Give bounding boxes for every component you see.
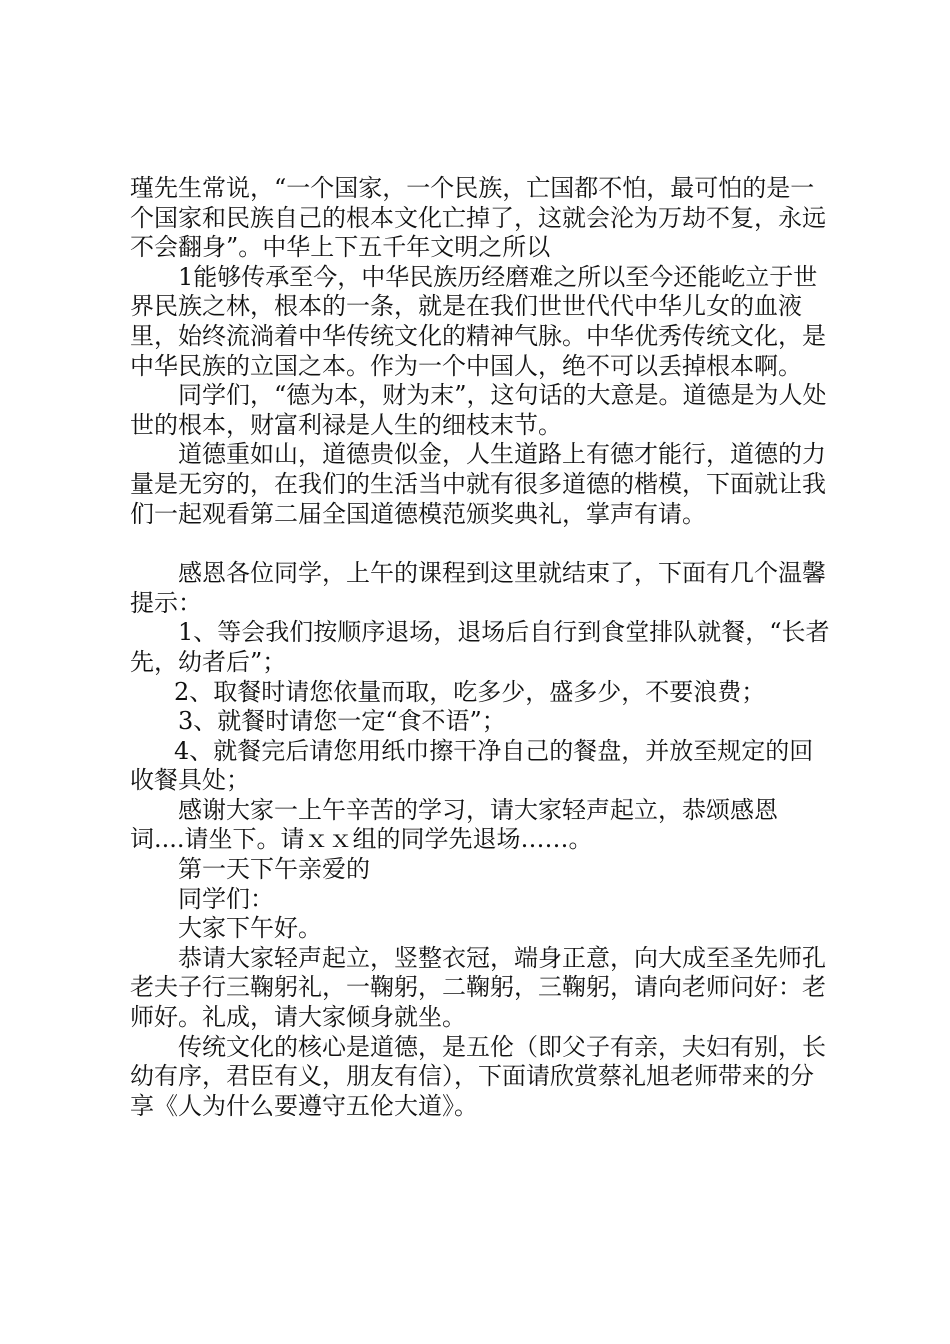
paragraph-4: 道德重如山，道德贵似金，人生道路上有德才能行，道德的力量是无穷的，在我们的生活当中就有很多道德的楷模，下面就让我们一起观看第二届全国道德模范颁奖典礼，掌声有请。 bbox=[130, 440, 826, 528]
paragraph-ceremony: 恭请大家轻声起立，竖整衣冠，端身正意，向大成至圣先师孔老夫子行三鞠躬礼，一鞠躬，二鞠躬，三鞠躬，请向老师问好：老师好。礼成，请大家倾身就坐。 bbox=[130, 943, 826, 1032]
tip-2: 2、取餐时请您依量而取，吃多少，盛多少，不要浪费； bbox=[174, 677, 766, 706]
document-body bbox=[130, 174, 830, 1121]
paragraph-thanks: 感谢大家一上午辛苦的学习，请大家轻声起立，恭颂感恩词....请坐下。请ｘｘ组的同学先退场……。 bbox=[130, 795, 778, 854]
paragraph-1: 瑾先生常说，“一个国家，一个民族，亡国都不怕，最可怕的是一个国家和民族自己的根本文化亡掉了，这就会沦为万劫不复，永远不会翻身”。中华上下五千年文明之所以 bbox=[130, 174, 826, 262]
greeting-afternoon: 大家下午好。 bbox=[178, 914, 322, 943]
tip-1: 1、等会我们按顺序退场，退场后自行到食堂排队就餐，“长者先，幼者后”； bbox=[130, 618, 830, 676]
paragraph-3: 同学们，“德为本，财为末”，这句话的大意是。道德是为人处世的根本，财富利禄是人生的细枝末节。 bbox=[130, 381, 827, 439]
paragraph-spacer bbox=[130, 529, 830, 559]
section-heading: 第一天下午亲爱的 bbox=[178, 855, 370, 884]
greeting-students: 同学们： bbox=[178, 884, 274, 913]
paragraph-five-relations: 传统文化的核心是道德，是五伦（即父子有亲，夫妇有别，长幼有序，君臣有义，朋友有信），下面请欣赏蔡礼旭老师带来的分享《人为什么要遵守五伦大道》。 bbox=[130, 1032, 826, 1120]
tip-4: 4、就餐完后请您用纸巾擦干净自己的餐盘，并放至规定的回收餐具处； bbox=[130, 736, 814, 795]
paragraph-5: 感恩各位同学，上午的课程到这里就结束了，下面有几个温馨提示： bbox=[130, 559, 826, 617]
tip-3: 3、就餐时请您一定“食不语”； bbox=[178, 707, 506, 736]
paragraph-2: 1能够传承至今，中华民族历经磨难之所以至今还能屹立于世界民族之林，根本的一条，就是在我们世世代代中华儿女的血液里，始终流淌着中华传统文化的精神气脉。中华优秀传统文化，是中华民族的立国之本。作为一个中国人，绝不可以丢掉根本啊。 bbox=[130, 262, 826, 380]
